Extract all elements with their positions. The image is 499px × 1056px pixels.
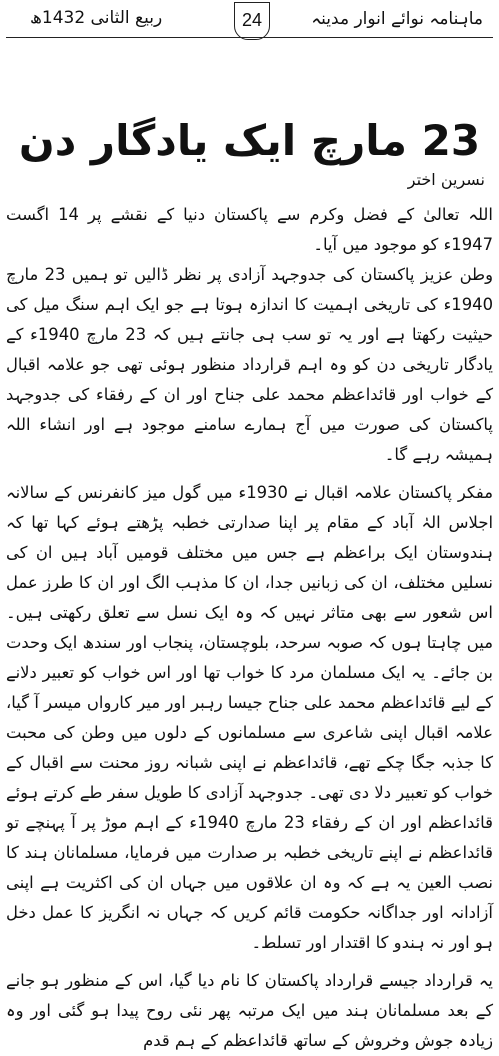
page-number-badge xyxy=(234,2,270,40)
paragraph: اللہ تعالیٰ کے فضل وکرم سے پاکستان دنیا کے نقشے پر 14 اگست 1947ء کو موجود میں آیا۔ xyxy=(6,205,493,254)
article-body xyxy=(6,200,493,1056)
issue-date: ربیع الثانی 1432ھ xyxy=(30,8,163,28)
paragraph: وطن عزیز پاکستان کی جدوجہد آزادی پر نظر ڈالیں تو ہمیں 23 مارچ 1940ء کی تاریخی اہمیت کا اندازہ ہوتا ہے جو ایک اہم سنگ میل کی حیثیت رکھتا ہے اور یہ تو سب ہی جانتے ہیں کہ 23 مارچ 1940ء کے یادگار تاریخی دن کو وہ اہم قرارداد منظور ہوئی تھی جو علامہ اقبال کے خواب اور قائداعظم محمد علی جناح اور ان کے رفقاء کی جدوجہد پاکستان کی صورت میں آج ہمارے سامنے موجود ہے اور انشاء اللہ ہمیشہ رہے گا۔ xyxy=(6,265,494,464)
page-number: 24 xyxy=(241,10,263,30)
paragraph: مفکر پاکستان علامہ اقبال نے 1930ء میں گول میز کانفرنس کے سالانہ اجلاس الہٰ آباد کے مقام پر اپنا صدارتی خطبہ پڑھتے ہوئے کہا تھا کہ ہندوستان ایک براعظم ہے جس میں مختلف قومیں آباد ہیں ان کی نسلیں مختلف، ان کی زبانیں جدا، ان کا مذہب الگ اور ان کا طرز عمل اس شعور سے بھی متاثر نہیں کہ وہ ایک نسل سے تعلق رکھتی ہیں۔ میں چاہتا ہوں کہ صوبہ سرحد، بلوچستان، پنجاب اور سندھ ایک وحدت بن جائے۔ یہ ایک مسلمان مرد کا خواب تھا اور اس خواب کو تعبیر دلانے کے لیے قائداعظم محمد علی جناح جیسا رہبر اور میر کارواں میسر آ گیا، علامہ اقبال اپنی شاعری سے مسلمانوں کے دلوں میں وطن کی محبت کا جذبہ جگا چکے تھے، قائداعظم نے اپنی شبانہ روز محنت سے اقبال کے خواب کو تعبیر دلا دی تھی۔ جدوجہد آزادی کا طویل سفر طے کرتے ہوئے قائداعظم اور ان کے رفقاء 23 مارچ 1940ء کے اہم موڑ پر آ پہنچے تو قائداعظم نے اپنے تاریخی خطبہ بر صدارت میں فرمایا، مسلمانان ہند کا نصب العین یہ ہے کہ وہ ان علاقوں میں جہاں ان کی اکثریت ہے اپنی آزادانہ اور جداگانہ حکومت قائم کریں کہ جہاں نہ انگریز کا عمل دخل ہو اور نہ ہندو کا اقتدار اور تسلط۔ xyxy=(6,483,494,952)
page-header xyxy=(6,6,493,38)
header-divider xyxy=(6,37,493,38)
magazine-name: ماہنامہ نوائے انوار مدینہ xyxy=(311,9,483,29)
paragraph: یہ قرارداد جیسے قرارداد پاکستان کا نام دیا گیا، اس کے منظور ہو جانے کے بعد مسلمانان ہند میں ایک مرتبہ پھر نئی روح پیدا ہو گئی اور وہ زیادہ جوش وخروش کے ساتھ قائداعظم کے ہم قدم xyxy=(6,971,493,1050)
article-title: 23 مارچ ایک یادگار دن xyxy=(18,116,481,166)
author-name: نسرین اختر xyxy=(407,170,485,189)
